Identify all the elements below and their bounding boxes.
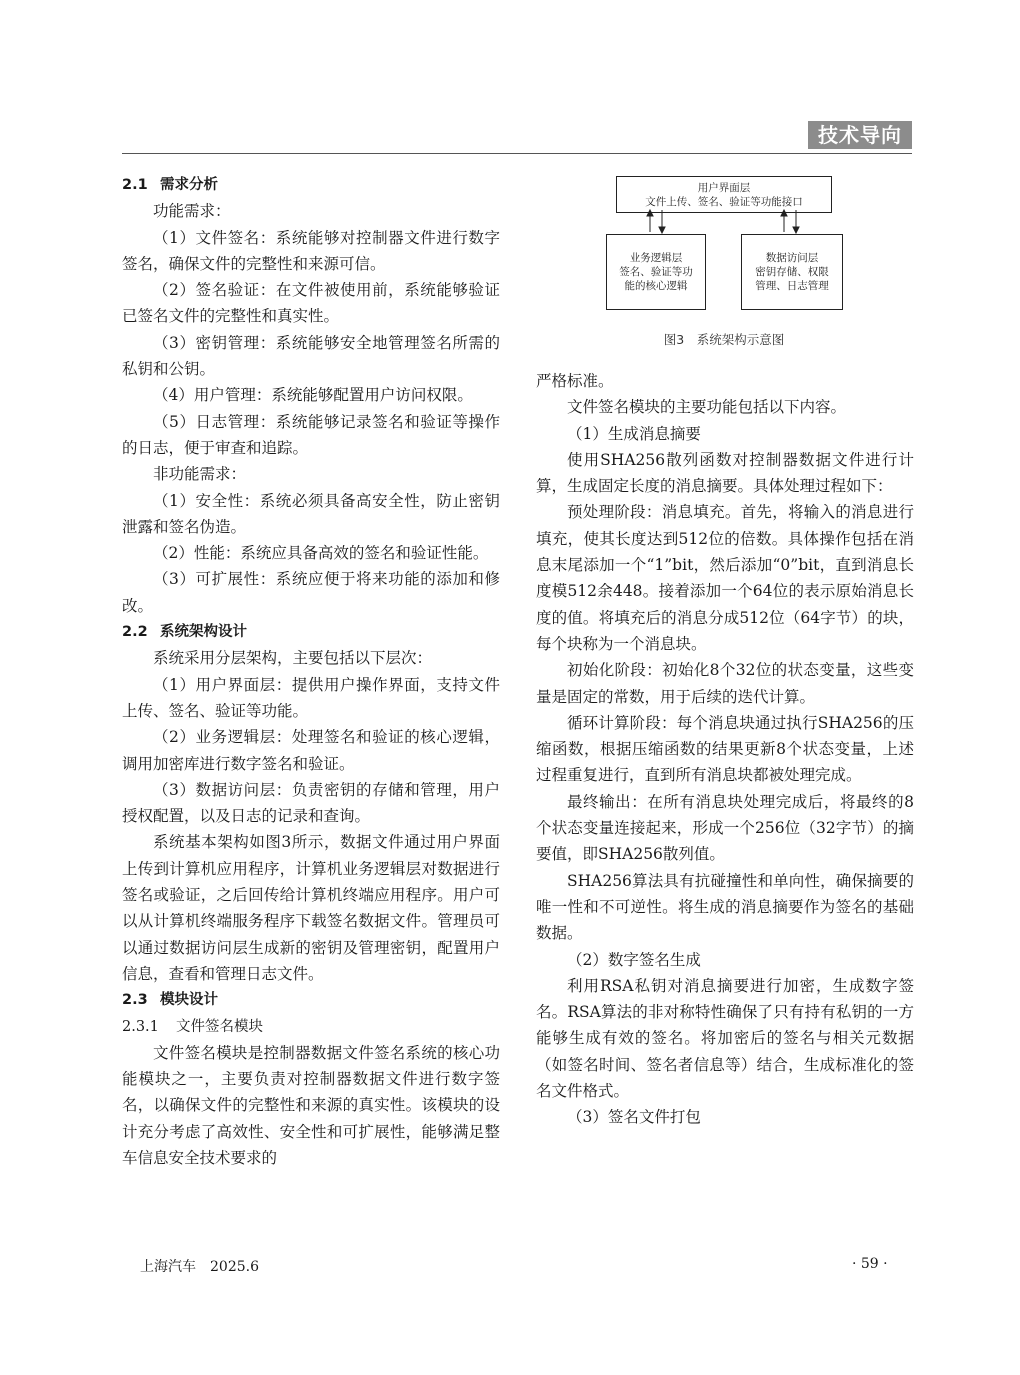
paragraph: （1）用户界面层：提供用户操作界面，支持文件上传、签名、验证等功能。	[122, 675, 500, 720]
page-number: · 59 ·	[852, 1256, 888, 1272]
heading-title: 模块设计	[160, 992, 218, 1009]
paragraph: （3）可扩展性：系统应便于将来功能的添加和修改。	[122, 570, 500, 615]
paragraph: 利用RSA私钥对消息摘要进行加密，生成数字签名。RSA算法的非对称特性确保了只有持有私钥的一方能够生成有效的签名。将加密后的签名与相关元数据（如签名时间、签名者信息等）结合，生成标准化的签名文件格式。	[536, 976, 914, 1101]
architecture-figure	[604, 174, 844, 354]
data-access-layer-box	[741, 234, 843, 310]
left-column	[122, 172, 500, 1171]
heading-number: 2.1	[122, 177, 148, 193]
paragraph: 功能需求：	[153, 202, 231, 221]
subheading: （1）生成消息摘要	[567, 424, 701, 443]
paragraph: （4）用户管理：系统能够配置用户访问权限。	[153, 386, 473, 405]
paragraph: （3）数据访问层：负责密钥的存储和管理，用户授权配置，以及日志的记录和查询。	[122, 780, 500, 826]
arrow-head	[659, 227, 665, 233]
heading-2-1	[122, 172, 500, 198]
arrow-head	[793, 227, 799, 233]
user-interface-layer-box	[616, 176, 832, 213]
business-logic-layer-box	[606, 234, 706, 310]
paragraph: （2）性能：系统应具备高效的签名和验证性能。	[153, 544, 489, 563]
heading-title: 系统架构设计	[160, 624, 247, 641]
paragraph: 最终输出：在所有消息块处理完成后，将最终的8个状态变量连接起来，形成一个256位（32字节）的摘要值，即SHA256散列值。	[536, 792, 914, 864]
figure-caption: 图3 系统架构示意图	[663, 332, 785, 347]
heading-number: 2.2	[122, 624, 148, 641]
section-tag-badge: 技术导向	[808, 121, 912, 149]
box-line: 签名、验证等功	[619, 266, 693, 278]
journal-footer: 上海汽车 2025.6	[140, 1259, 259, 1275]
box-line: 用户界面层	[697, 181, 751, 194]
subheading: （2）数字签名生成	[567, 950, 701, 969]
box-line: 能的核心逻辑	[624, 280, 688, 292]
paragraph: 预处理阶段：消息填充。首先，将输入的消息进行填充，使其长度达到512位的倍数。具体操作包括在消息末尾添加一个“1”bit，然后添加“0”bit，直到消息长度模512余448。接着添加一个64位的表示原始消息长度的值。将填充后的消息分成512位（64字节）的块，每个块称为一个消息块。	[536, 503, 914, 653]
heading-number: 2.3.1	[122, 1018, 159, 1035]
heading-2-2	[122, 619, 500, 645]
paragraph: SHA256算法具有抗碰撞性和单向性，确保摘要的唯一性和不可逆性。将生成的消息摘要作为签名的基础数据。	[536, 871, 914, 943]
paragraph: 文件签名模块的主要功能包括以下内容。	[567, 398, 847, 417]
box-line: 数据访问层	[765, 252, 819, 264]
heading-title: 文件签名模块	[176, 1018, 263, 1035]
paragraph: 系统基本架构如图3所示，数据文件通过用户界面上传到计算机应用程序，计算机业务逻辑层对数据进行签名或验证，之后回传给计算机终端应用程序。用户可以从计算机终端服务程序下载签名数据文件。管理员可以通过数据访问层生成新的密钥及管理密钥，配置用户信息，查看和管理日志文件。	[122, 833, 500, 983]
paragraph: （3）密钥管理：系统能够安全地管理签名所需的私钥和公钥。	[122, 333, 500, 379]
paragraph: 系统采用分层架构，主要包括以下层次：	[153, 649, 433, 668]
heading-title: 需求分析	[160, 177, 218, 193]
heading-2-3-1	[122, 1014, 500, 1040]
paragraph: （2）签名验证：在文件被使用前，系统能够验证已签名文件的完整性和真实性。	[122, 281, 500, 326]
right-column	[536, 368, 914, 1131]
subheading: （3）签名文件打包	[567, 1108, 701, 1127]
box-line: 文件上传、签名、验证等功能接口	[645, 195, 803, 208]
paragraph: 严格标准。	[536, 372, 614, 390]
header-rule	[122, 153, 912, 154]
heading-2-3	[122, 987, 500, 1013]
paragraph: 循环计算阶段：每个消息块通过执行SHA256的压缩函数，根据压缩函数的结果更新8个状态变量，上述过程重复进行，直到所有消息块都被处理完成。	[536, 713, 914, 785]
paragraph: （2）业务逻辑层：处理签名和验证的核心逻辑，调用加密库进行数字签名和验证。	[122, 728, 500, 773]
paragraph: 非功能需求：	[153, 465, 247, 484]
box-line: 管理、日志管理	[755, 280, 829, 292]
paragraph: 使用SHA256散列函数对控制器数据文件进行计算，生成固定长度的消息摘要。具体处理过程如下：	[536, 450, 914, 496]
paragraph: 初始化阶段：初始化8个32位的状态变量，这些变量是固定的常数，用于后续的迭代计算。	[536, 661, 914, 706]
box-line: 业务逻辑层	[629, 252, 683, 264]
paragraph: （1）文件签名：系统能够对控制器文件进行数字签名，确保文件的完整性和来源可信。	[122, 228, 500, 273]
paragraph: （1）安全性：系统必须具备高安全性，防止密钥泄露和签名伪造。	[122, 491, 500, 536]
paragraph: 文件签名模块是控制器数据文件签名系统的核心功能模块之一，主要负责对控制器数据文件进行数字签名，以确保文件的完整性和来源的真实性。该模块的设计充分考虑了高效性、安全性和可扩展性，能够满足整车信息安全技术要求的	[122, 1043, 500, 1167]
paragraph: （5）日志管理：系统能够记录签名和验证等操作的日志，便于审查和追踪。	[122, 412, 500, 457]
heading-number: 2.3	[122, 992, 148, 1009]
box-line: 密钥存储、权限	[755, 266, 829, 278]
